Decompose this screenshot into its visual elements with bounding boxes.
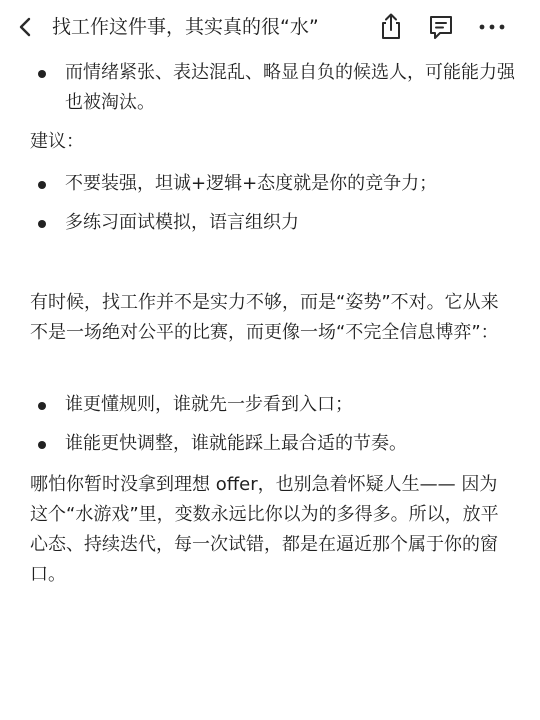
list-item-text: 不要装强，坦诚+逻辑+态度就是你的竞争力； (65, 173, 438, 194)
comment-button[interactable] (425, 11, 457, 43)
bullet-dot (38, 220, 46, 228)
chevron-left-icon (12, 12, 40, 42)
list-item-text: 而情绪紧张、表达混乱、略显自负的候选人，可能能力强也被淘汰。 (65, 62, 515, 113)
bullet-dot (38, 181, 46, 189)
paragraph-text: 哪怕你暂时没拿到理想 offer，也别急着怀疑人生—— 因为这个“水游戏”里，变数永远比你以为的多得多。所以，放平心态、持续迭代，每一次试错，都是在逼近那个属于你的窗口。 (30, 474, 499, 585)
more-icon (476, 11, 508, 43)
page-title: 找工作这件事，其实真的很“水” (52, 16, 319, 38)
comment-icon (425, 11, 457, 43)
share-icon (375, 11, 407, 43)
bullet-dot (38, 441, 46, 449)
bullet-dot (38, 402, 46, 410)
back-button[interactable] (12, 12, 40, 42)
list-item-text: 多练习面试模拟，语言组织力 (65, 212, 299, 233)
top-bar (0, 0, 540, 54)
paragraph-text: 有时候，找工作并不是实力不够，而是“姿势”不对。它从来不是一场绝对公平的比赛，而更像一场“不完全信息博弈”： (30, 292, 499, 343)
bullet-dot (38, 70, 46, 78)
list-item-text: 谁更懂规则，谁就先一步看到入口； (65, 394, 353, 415)
more-button[interactable] (476, 11, 508, 43)
list-item-text: 谁能更快调整，谁就能踩上最合适的节奏。 (65, 433, 407, 454)
share-button[interactable] (375, 11, 407, 43)
advice-label: 建议： (30, 131, 84, 152)
